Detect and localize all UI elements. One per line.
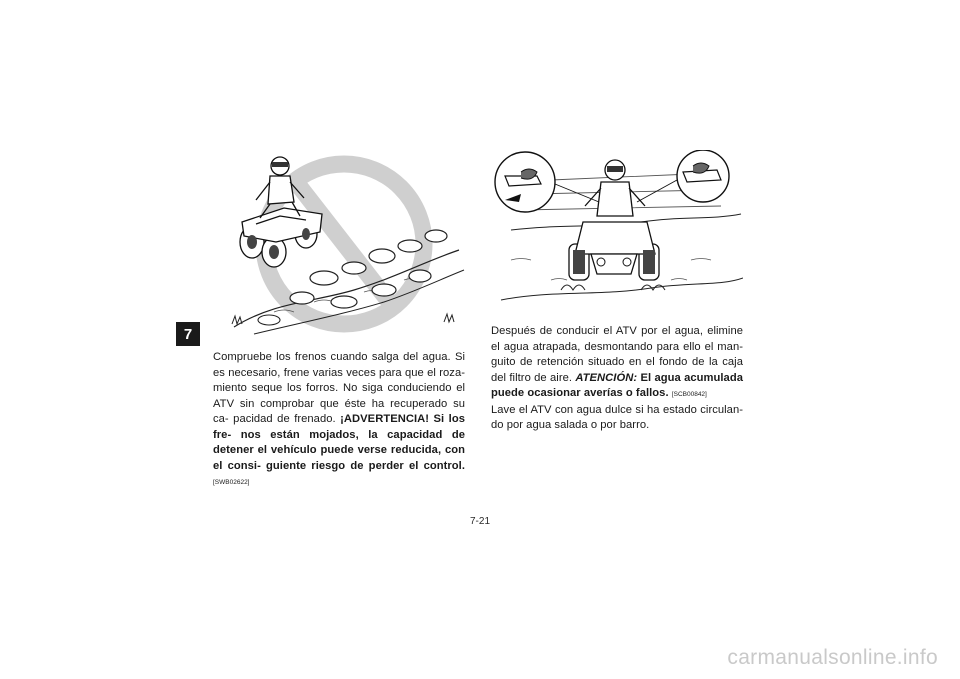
atv-water-brake-insets-illustration — [491, 150, 743, 316]
chapter-tab: 7 — [176, 322, 200, 346]
page-number: 7-21 — [469, 516, 490, 527]
drain-water-text: Después de conducir el ATV por el agua, elimine el agua atrapada, desmontando para ello el man- guito de retención situado en el fondo de la caja del filtro de aire. — [491, 325, 743, 384]
right-column — [491, 324, 743, 434]
wash-atv-paragraph: Lave el ATV con agua dulce si ha estado circulan- do por agua salada o por barro. — [491, 403, 743, 431]
drain-water-paragraph — [491, 324, 743, 403]
atencion-text: El agua acumulada puede ocasionar averías o fallos. — [491, 371, 743, 399]
caution-code: [SCB00842] — [671, 391, 707, 398]
warning-code: [SWB02622] — [213, 479, 250, 486]
atencion-label: ATENCIÓN: — [575, 371, 638, 384]
atv-stream-prohibited-illustration — [214, 152, 466, 338]
left-column — [213, 350, 465, 491]
watermark: carmanualsonline.info — [727, 646, 938, 669]
wet-brakes-warning: ¡ADVERTENCIA! Si los fre- nos están mojados, la capacidad de detener el vehículo puede verse reducida, con el consi- guiente riesgo de perder el control. — [213, 413, 465, 472]
brake-check-paragraph — [213, 350, 465, 491]
brake-check-text: Compruebe los frenos cuando salga del agua. Si es necesario, frene varias veces para que el roza- miento seque los forros. No siga conduciendo el ATV sin comprobar que éste ha recuperado su ca- pacidad de frenado. — [213, 351, 465, 425]
